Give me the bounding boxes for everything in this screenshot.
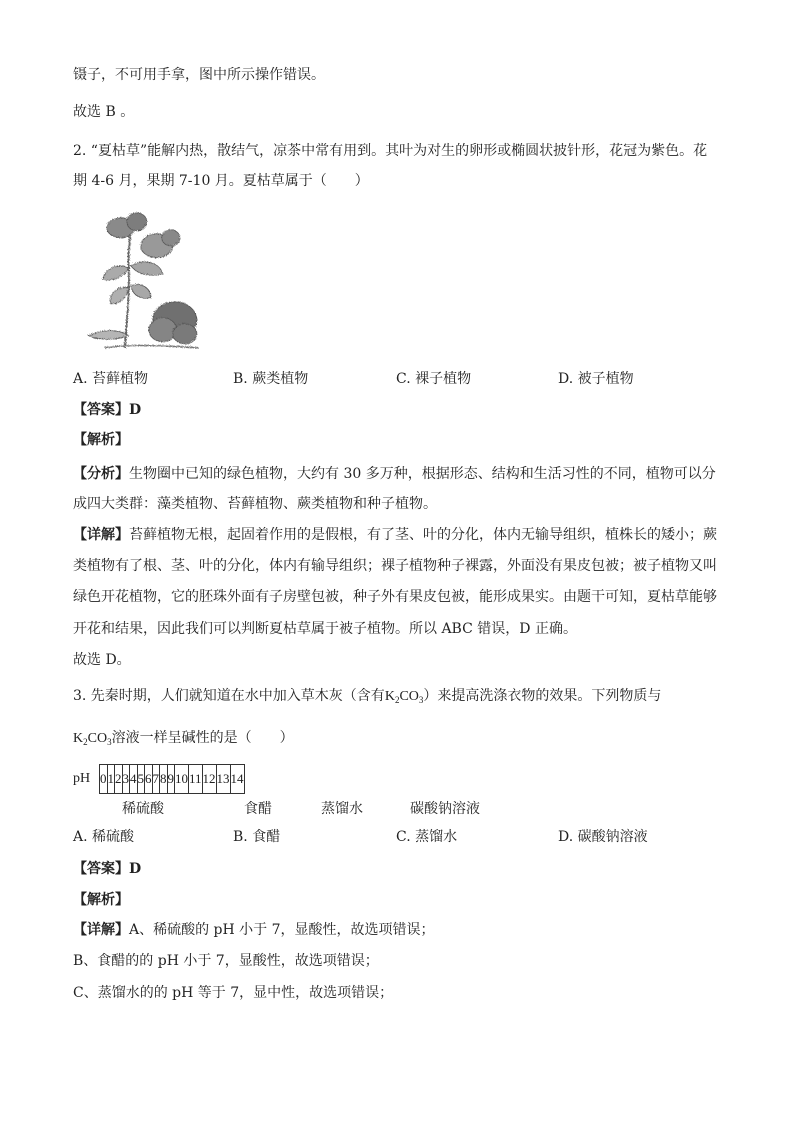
- detail-line-2: 类植物有了根、茎、叶的分化，体内有输导组织；裸子植物种子裸露，外面没有果皮包被；被子植物又叫: [73, 558, 717, 574]
- question-2-stem-line2: 期 4-6 月，果期 7-10 月。夏枯草属于（ ）: [73, 173, 369, 189]
- formula-co: CO: [399, 689, 419, 704]
- question-3-stem-line1: [73, 687, 661, 709]
- q3-option-b: [233, 828, 280, 846]
- option-a: [73, 370, 148, 388]
- option-text: 蕨类植物: [252, 371, 309, 387]
- text-line-2: 故选 B 。: [73, 104, 135, 120]
- ph-cell: 13: [216, 765, 230, 794]
- analysis-line-2: 成四大类群：藻类植物、苔藓植物、蕨类植物和种子植物。: [73, 496, 437, 512]
- ph-cell: 3: [122, 765, 130, 794]
- option-b: [233, 370, 308, 388]
- ph-cell: 14: [230, 765, 244, 794]
- detail3-line-3: C、蒸馏水的的 pH 等于 7，显中性，故选项错误；: [73, 985, 394, 1001]
- ph-cell: 4: [130, 765, 138, 794]
- option-text: 碳酸钠溶液: [577, 829, 648, 845]
- option-letter: A.: [73, 371, 88, 387]
- option-letter: B.: [233, 371, 248, 387]
- ph-table: [99, 764, 245, 794]
- ph-substance-distilled-water: 蒸馏水: [321, 801, 363, 817]
- ph-cell: 12: [202, 765, 216, 794]
- option-letter: D.: [558, 829, 574, 845]
- ph-cell: 0: [100, 765, 108, 794]
- formula-co-sub: 3: [418, 695, 424, 705]
- answer-2: 【答案】D: [73, 402, 142, 418]
- text-line-1: 镊子，不可用手拿，图中所示操作错误。: [73, 67, 325, 83]
- detail-text: 苔藓植物无根，起固着作用的是假根，有了茎、叶的分化，体内无输导组织，植株长的矮小；蕨: [129, 527, 717, 543]
- detail3-line-2: B、食醋的的 pH 小于 7，显酸性，故选项错误；: [73, 953, 379, 969]
- option-letter: C.: [396, 371, 411, 387]
- detail-tag: 【详解】: [73, 527, 129, 543]
- detail-line-1: [73, 526, 717, 544]
- choice-line-2: 故选 D。: [73, 652, 131, 668]
- option-letter: A.: [73, 829, 88, 845]
- q3-text-c: 溶液一样呈碱性的是（ ）: [111, 730, 294, 746]
- ph-substance-vinegar: 食醋: [244, 801, 272, 817]
- question-2-stem-line1: 2. “夏枯草”能解内热，散结气，凉茶中常有用到。其叶为对生的卵形或椭圆状披针形，花冠为紫色。花: [73, 143, 708, 159]
- ph-cell: 11: [189, 765, 203, 794]
- detail-line-4: 开花和结果，因此我们可以判断夏枯草属于被子植物。所以 ABC 错误，D 正确。: [73, 621, 577, 637]
- option-text: 蒸馏水: [415, 829, 458, 845]
- ph-cell: 8: [160, 765, 168, 794]
- q3-text-a: 3. 先秦时期，人们就知道在水中加入草木灰（含有: [73, 688, 385, 704]
- detail-line-3: 绿色开花植物，它的胚珠外面有子房壁包被，种子外有果皮包被，能形成果实。由题干可知，夏枯草能够: [73, 589, 717, 605]
- q3-text-b: ）来提高洗涤衣物的效果。下列物质与: [423, 688, 662, 704]
- ph-cell: 6: [145, 765, 153, 794]
- analysis-line-1: [73, 465, 716, 483]
- ph-cell: 1: [107, 765, 115, 794]
- option-letter: C.: [396, 829, 411, 845]
- formula-k2co3: [73, 731, 112, 746]
- question-3-stem-line2: [73, 729, 294, 751]
- detail3-line-1: [73, 921, 435, 939]
- option-letter: D.: [558, 371, 574, 387]
- formula-k-sub: 2: [83, 737, 88, 747]
- analysis-heading-2: 【解析】: [73, 432, 129, 448]
- analysis-tag: 【分析】: [73, 466, 129, 482]
- analysis-heading-3: 【解析】: [73, 892, 129, 908]
- option-letter: B.: [233, 829, 248, 845]
- formula-co-sub: 3: [107, 737, 112, 747]
- ph-cell: 7: [152, 765, 160, 794]
- answer-3: 【答案】D: [73, 861, 142, 877]
- prunella-plant-illustration: [84, 207, 199, 353]
- option-text: 食醋: [252, 829, 281, 845]
- option-text: 裸子植物: [415, 371, 472, 387]
- ph-cell: 5: [137, 765, 145, 794]
- ph-substance-sodium-carbonate: 碳酸钠溶液: [410, 801, 480, 817]
- ph-substance-dilute-sulfuric-acid: 稀硫酸: [122, 801, 164, 817]
- formula-k: K: [384, 689, 395, 704]
- ph-label: pH: [73, 771, 91, 786]
- detail-text: A、稀硫酸的 pH 小于 7，显酸性，故选项错误；: [129, 922, 435, 938]
- option-d: [558, 370, 634, 388]
- formula-k: K: [73, 731, 84, 746]
- formula-k2co3: [385, 689, 424, 704]
- option-text: 被子植物: [577, 371, 634, 387]
- q3-option-c: [396, 828, 457, 846]
- option-text: 苔藓植物: [92, 371, 149, 387]
- option-text: 稀硫酸: [92, 829, 135, 845]
- detail-tag: 【详解】: [73, 922, 129, 938]
- q3-option-a: [73, 828, 134, 846]
- q3-option-d: [558, 828, 648, 846]
- ph-cell: 9: [167, 765, 175, 794]
- analysis-text: 生物圈中已知的绿色植物，大约有 30 多万种，根据形态、结构和生活习性的不同，植物可以分: [129, 466, 716, 482]
- ph-cell: 2: [115, 765, 123, 794]
- option-c: [396, 370, 471, 388]
- formula-k-sub: 2: [394, 695, 400, 705]
- formula-co: CO: [87, 731, 108, 746]
- ph-cell: 10: [175, 765, 189, 794]
